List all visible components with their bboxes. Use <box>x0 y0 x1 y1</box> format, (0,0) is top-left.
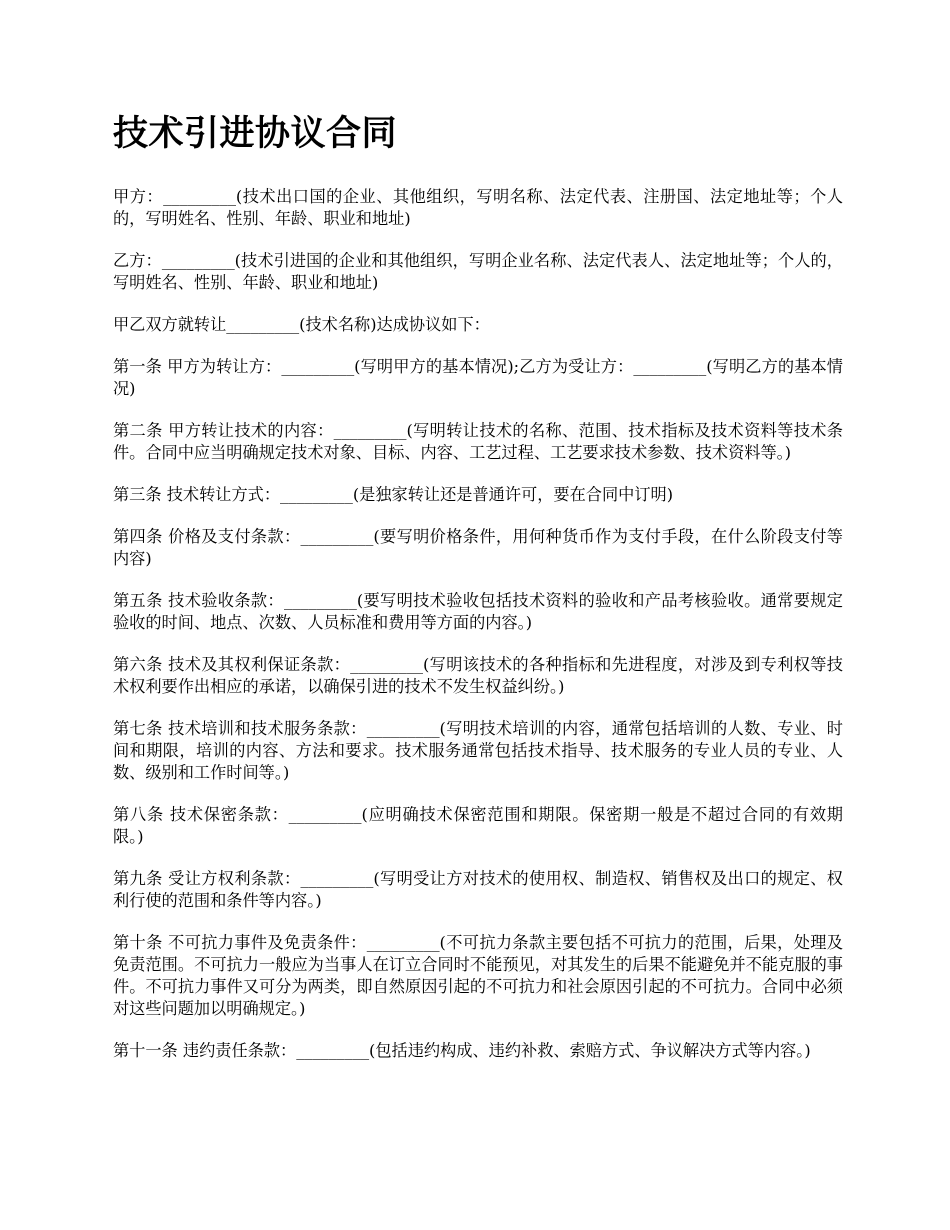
article-2-paragraph: 第二条 甲方转让技术的内容：_________(写明转让技术的名称、范围、技术指标及技术资料等技术条件。合同中应当明确规定技术对象、目标、内容、工艺过程、工艺要求技术参数、技术资料等。) <box>113 421 843 462</box>
party-b-paragraph: 乙方：_________(技术引进国的企业和其他组织，写明企业名称、法定代表人、法定地址等；个人的，写明姓名、性别、年龄、职业和地址) <box>113 251 843 292</box>
article-4-paragraph: 第四条 价格及支付条款：_________(要写明价格条件，用何种货币作为支付手段，在什么阶段支付等内容) <box>113 527 843 568</box>
article-10-paragraph: 第十条 不可抗力事件及免责条件：_________(不可抗力条款主要包括不可抗力的范围，后果，处理及免责范围。不可抗力一般应为当事人在订立合同时不能预见，对其发生的后果不能避免并不能克服的事件。不可抗力事件又可分为两类，即自然原因引起的不可抗力和社会原因引起的不可抗力。合同中必须对这些问题加以明确规定。) <box>113 933 843 1018</box>
article-8-paragraph: 第八条 技术保密条款：_________(应明确技术保密范围和期限。保密期一般是不超过合同的有效期限。) <box>113 805 843 846</box>
party-a-paragraph: 甲方：_________(技术出口国的企业、其他组织，写明名称、法定代表、注册国、法定地址等；个人的，写明姓名、性别、年龄、职业和地址) <box>113 187 843 228</box>
document-title: 技术引进协议合同 <box>113 113 398 154</box>
article-1-paragraph: 第一条 甲方为转让方：_________(写明甲方的基本情况);乙方为受让方：_________(写明乙方的基本情况) <box>113 357 843 398</box>
article-11-paragraph: 第十一条 违约责任条款：_________(包括违约构成、违约补救、索赔方式、争议解决方式等内容。) <box>113 1041 811 1060</box>
article-3-paragraph: 第三条 技术转让方式：_________(是独家转让还是普通许可，要在合同中订明) <box>113 485 674 504</box>
article-7-paragraph: 第七条 技术培训和技术服务条款：_________(写明技术培训的内容，通常包括培训的人数、专业、时间和期限，培训的内容、方法和要求。技术服务通常包括技术指导、技术服务的专业人员的专业、人数、级别和工作时间等。) <box>113 719 843 782</box>
agreement-intro-paragraph: 甲乙双方就转让_________(技术名称)达成协议如下： <box>113 315 490 334</box>
article-9-paragraph: 第九条 受让方权利条款：_________(写明受让方对技术的使用权、制造权、销售权及出口的规定、权利行使的范围和条件等内容。) <box>113 869 843 910</box>
document-page <box>113 112 843 1082</box>
article-6-paragraph: 第六条 技术及其权利保证条款：_________(写明该技术的各种指标和先进程度，对涉及到专利权等技术权利要作出相应的承诺，以确保引进的技术不发生权益纠纷。) <box>113 655 843 696</box>
article-5-paragraph: 第五条 技术验收条款：_________(要写明技术验收包括技术资料的验收和产品考核验收。通常要规定验收的时间、地点、次数、人员标准和费用等方面的内容。) <box>113 591 843 632</box>
